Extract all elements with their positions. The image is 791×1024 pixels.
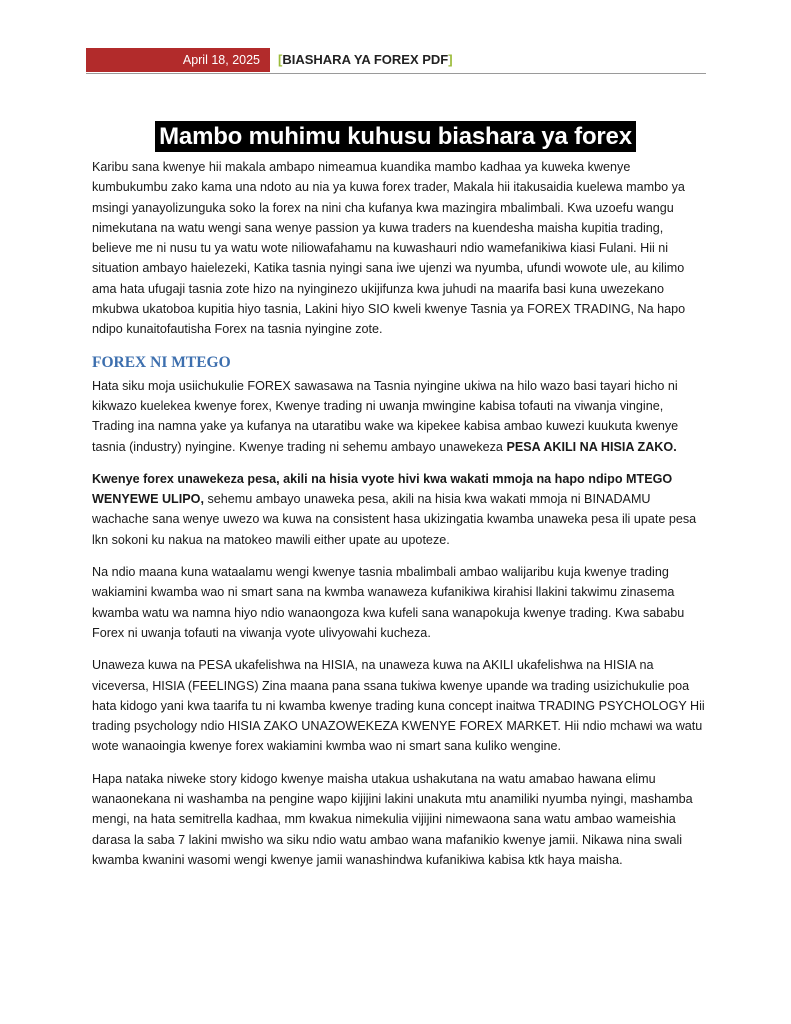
paragraph-1-text: Hata siku moja usiichukulie FOREX sawasawa na Tasnia nyingine ukiwa na hilo wazo basi tayari hicho ni kikwazo kuelekea kwenye forex, Kwenye trading ni uwanja mwingine kabisa tofauti na viwanja vingine, Trading ina namna yake ya kufanya na utaratibu wake wa kipekee kabisa ambao kuwezi kuukuta kwenye tasnia (industry) nyingine. Kwenye trading ni sehemu ambayo unawekeza <box>92 378 679 454</box>
header-date-text: April 18, 2025 <box>182 53 260 67</box>
document-body <box>92 157 706 882</box>
section-heading: FOREX NI MTEGO <box>92 353 231 371</box>
header-title <box>278 52 453 67</box>
intro-paragraph: Karibu sana kwenye hii makala ambapo nimeamua kuandika mambo kadhaa ya kuweka kwenye kumbukumbu zako kama una ndoto au nia ya kuwa forex trader, Makala hii itakusaidia kuelewa mambo ya msingi yanayolizunguka soko la forex na nini cha kufanya kwa mazingira mbalimbali. Kwa uzoefu wangu nimekutana na watu wengi sana wenye passion ya kuwa traders na kuendesha maisha kupitia trading, believe me ni nusu tu ya watu wote niliowafahamu na kuwashauri ndio wamefanikiwa kiasi Fulani. Hii ni situation ambayo haielezeki, Katika tasnia nyingi sana iwe ujenzi wa nyumba, ufundi wowote ule, au kilimo ama hata ufugaji tasnia zote hizo na nyinginezo ukijifunza kwa juhudi na maarifa basi kuna uwezekano mkubwa ukatoboa kupitia hiyo tasnia, Lakini hiyo SIO kweli kwenye Tasnia ya FOREX TRADING, Na hapo ndipo kunaitofautisha Forex na tasnia nyingine zote. <box>92 160 686 337</box>
header-bracket-close: ] <box>448 52 453 67</box>
header-date <box>86 48 270 72</box>
page-title: Mambo muhimu kuhusu biashara ya forex <box>155 121 636 152</box>
paragraph-1 <box>92 376 706 457</box>
page-header <box>86 48 706 74</box>
paragraph-2 <box>92 469 706 550</box>
page-title-wrap <box>0 121 791 152</box>
paragraph-4: Unaweza kuwa na PESA ukafelishwa na HISIA, na unaweza kuwa na AKILI ukafelishwa na HISIA na viceversa, HISIA (FEELINGS) Zina maana pana ssana tukiwa kwenye upande wa trading usizichukulie poa hata kidogo yani kwa taarifa tu ni kwamba kwenye trading kuna concept inaitwa TRADING PSYCHOLOGY Hii trading psychology ndio HISIA ZAKO UNAZOWEKEZA KWENYE FOREX MARKET. Hii ndio mchawi wa watu wote wanaoingia kwenye forex wakiamini kwmba wao ni smart sana kuliko wengine. <box>92 658 705 754</box>
paragraph-2-text: sehemu ambayo unaweka pesa, akili na hisia kwa wakati mmoja ni BINADAMU wachache sana wenye uwezo wa kuwa na consistent hasa ukizingatia kwamba unaweka pesa ili upate pesa lkn sokoni ku nakua na matokeo mawili either upate au upoteze. <box>92 492 697 547</box>
header-bracket-open: [ <box>278 52 283 67</box>
paragraph-3: Na ndio maana kuna wataalamu wengi kwenye tasnia mbalimbali ambao walijaribu kuja kwenye trading wakiamini kwamba wao ni smart sana na kwmba wanaweza kufanikiwa kirahisi llakini takwimu zinasema kwamba watu wa namna hiyo ndio wanaongoza kwa kufeli sana wanapokuja kwenye trading. Kwa sababu Forex ni uwanja tofauti na viwanja vyote ulivyowahi kucheza. <box>92 565 685 640</box>
header-rule <box>86 73 706 74</box>
paragraph-5: Hapa nataka niweke story kidogo kwenye maisha utakua ushakutana na watu amabao hawana elimu wanaonekana ni washamba na pengine wapo kijijini lakini unakuta mtu anamiliki nyumba nyingi, mashamba mengi, na hata semitrella kadhaa, mm kwakua nimekulia vijijini nimewaona sana watu ambao wameishia darasa la saba 7 lakini mwisho wa siku ndio watu ambao wana mafanikio kwenye jamii. Nikawa nina swali kwamba kwanini wasomi wengi kwenye jamii wanashindwa kufanikiwa kabisa ktk haya maisha. <box>92 771 693 867</box>
paragraph-1-bold: PESA AKILI NA HISIA ZAKO. <box>506 439 677 454</box>
paragraph-2-bold: Kwenye forex unawekeza pesa, akili na hisia vyote hivi kwa wakati mmoja na hapo ndipo MTEGO WENYEWE ULIPO, <box>92 471 673 507</box>
header-title-text: BIASHARA YA FOREX PDF <box>282 52 449 67</box>
